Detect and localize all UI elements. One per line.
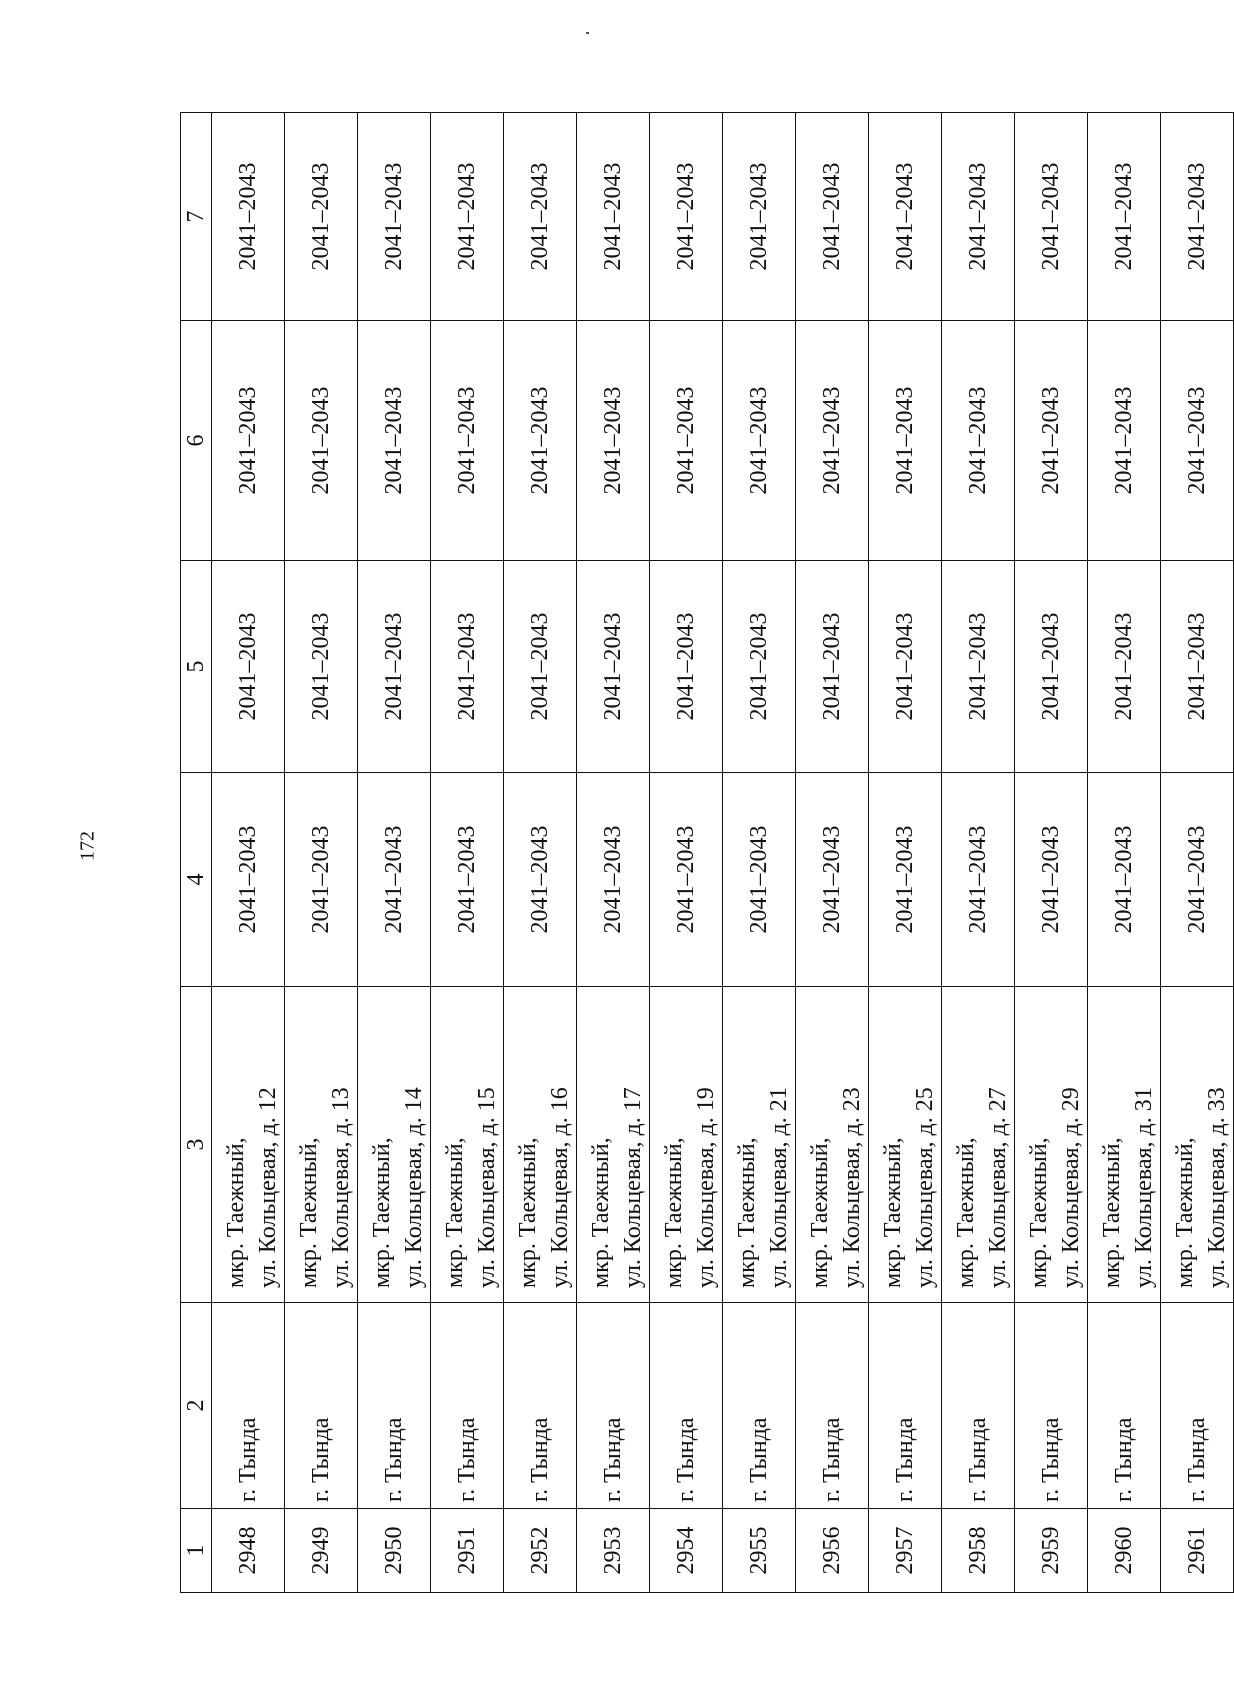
city-cell: г. Тында — [358, 1303, 431, 1509]
period-cell-col5: 2041–2043 — [358, 561, 431, 773]
period-cell-col5: 2041–2043 — [285, 561, 358, 773]
period-cell-col5: 2041–2043 — [577, 561, 650, 773]
row-number-cell: 2957 — [869, 1509, 942, 1593]
rotated-table-wrapper — [180, 113, 1230, 1593]
city-cell: г. Тында — [285, 1303, 358, 1509]
scan-speck — [586, 32, 589, 34]
city-cell: г. Тында — [1161, 1303, 1234, 1509]
city-cell: г. Тында — [942, 1303, 1015, 1509]
row-number-cell: 2954 — [650, 1509, 723, 1593]
period-cell-col6: 2041–2043 — [650, 321, 723, 561]
period-cell-col6: 2041–2043 — [285, 321, 358, 561]
period-cell-col5: 2041–2043 — [942, 561, 1015, 773]
period-cell-col4: 2041–2043 — [212, 773, 285, 987]
address-cell — [285, 987, 358, 1303]
address-line-district: мкр. Таежный, — [661, 1137, 687, 1288]
table-row — [577, 113, 650, 1593]
row-number-cell: 2955 — [723, 1509, 796, 1593]
address-cell — [431, 987, 504, 1303]
column-header: 4 — [181, 773, 212, 987]
address-line-district: мкр. Таежный, — [588, 1137, 614, 1288]
period-cell-col7: 2041–2043 — [577, 113, 650, 321]
period-cell-col4: 2041–2043 — [723, 773, 796, 987]
address-line-district: мкр. Таежный, — [807, 1137, 833, 1288]
address-cell — [1015, 987, 1088, 1303]
period-cell-col6: 2041–2043 — [723, 321, 796, 561]
row-number-cell: 2949 — [285, 1509, 358, 1593]
period-cell-col6: 2041–2043 — [504, 321, 577, 561]
row-number-cell: 2959 — [1015, 1509, 1088, 1593]
period-cell-col7: 2041–2043 — [650, 113, 723, 321]
period-cell-col5: 2041–2043 — [1088, 561, 1161, 773]
city-cell: г. Тында — [577, 1303, 650, 1509]
period-cell-col5: 2041–2043 — [869, 561, 942, 773]
period-cell-col4: 2041–2043 — [869, 773, 942, 987]
address-line-street: ул. Кольцевая, д. 27 — [985, 1087, 1011, 1288]
table-row — [212, 113, 285, 1593]
period-cell-col4: 2041–2043 — [650, 773, 723, 987]
address-cell — [796, 987, 869, 1303]
table-body — [212, 113, 1234, 1593]
address-cell — [1161, 987, 1234, 1303]
row-number-cell: 2960 — [1088, 1509, 1161, 1593]
table-row — [1088, 113, 1161, 1593]
address-line-street: ул. Кольцевая, д. 17 — [620, 1087, 646, 1288]
table-row — [942, 113, 1015, 1593]
period-cell-col7: 2041–2043 — [796, 113, 869, 321]
address-line-district: мкр. Таежный, — [1172, 1137, 1198, 1288]
column-header: 1 — [181, 1509, 212, 1593]
period-cell-col7: 2041–2043 — [1015, 113, 1088, 321]
address-line-district: мкр. Таежный, — [369, 1137, 395, 1288]
table-row — [1161, 113, 1234, 1593]
city-cell: г. Тында — [796, 1303, 869, 1509]
period-cell-col4: 2041–2043 — [1088, 773, 1161, 987]
period-cell-col5: 2041–2043 — [504, 561, 577, 773]
period-cell-col7: 2041–2043 — [504, 113, 577, 321]
period-cell-col7: 2041–2043 — [358, 113, 431, 321]
address-line-district: мкр. Таежный, — [515, 1137, 541, 1288]
row-number-cell: 2953 — [577, 1509, 650, 1593]
period-cell-col5: 2041–2043 — [431, 561, 504, 773]
address-line-street: ул. Кольцевая, д. 33 — [1204, 1087, 1230, 1288]
table-row — [285, 113, 358, 1593]
city-cell: г. Тында — [431, 1303, 504, 1509]
column-header: 5 — [181, 561, 212, 773]
column-header: 3 — [181, 987, 212, 1303]
period-cell-col6: 2041–2043 — [1088, 321, 1161, 561]
column-header: 7 — [181, 113, 212, 321]
period-cell-col4: 2041–2043 — [285, 773, 358, 987]
address-cell — [212, 987, 285, 1303]
table-row — [1015, 113, 1088, 1593]
period-cell-col7: 2041–2043 — [869, 113, 942, 321]
city-cell: г. Тында — [504, 1303, 577, 1509]
period-cell-col7: 2041–2043 — [1161, 113, 1234, 321]
period-cell-col5: 2041–2043 — [1161, 561, 1234, 773]
period-cell-col4: 2041–2043 — [796, 773, 869, 987]
city-cell: г. Тында — [650, 1303, 723, 1509]
address-line-street: ул. Кольцевая, д. 29 — [1058, 1087, 1084, 1288]
address-line-street: ул. Кольцевая, д. 25 — [912, 1087, 938, 1288]
period-cell-col7: 2041–2043 — [431, 113, 504, 321]
period-cell-col6: 2041–2043 — [942, 321, 1015, 561]
column-header: 6 — [181, 321, 212, 561]
period-cell-col6: 2041–2043 — [1015, 321, 1088, 561]
address-line-street: ул. Кольцевая, д. 21 — [766, 1087, 792, 1288]
period-cell-col7: 2041–2043 — [1088, 113, 1161, 321]
row-number-cell: 2952 — [504, 1509, 577, 1593]
address-line-street: ул. Кольцевая, д. 12 — [255, 1087, 281, 1288]
city-cell: г. Тында — [212, 1303, 285, 1509]
period-cell-col4: 2041–2043 — [1161, 773, 1234, 987]
period-cell-col6: 2041–2043 — [1161, 321, 1234, 561]
period-cell-col6: 2041–2043 — [358, 321, 431, 561]
period-cell-col6: 2041–2043 — [431, 321, 504, 561]
period-cell-col4: 2041–2043 — [431, 773, 504, 987]
city-cell: г. Тында — [723, 1303, 796, 1509]
table-row — [869, 113, 942, 1593]
table-row — [431, 113, 504, 1593]
schedule-table — [180, 112, 1234, 1593]
header-row — [181, 113, 212, 1593]
address-line-street: ул. Кольцевая, д. 16 — [547, 1087, 573, 1288]
table-row — [723, 113, 796, 1593]
period-cell-col4: 2041–2043 — [577, 773, 650, 987]
table-row — [504, 113, 577, 1593]
address-line-district: мкр. Таежный, — [442, 1137, 468, 1288]
row-number-cell: 2961 — [1161, 1509, 1234, 1593]
row-number-cell: 2958 — [942, 1509, 1015, 1593]
address-line-street: ул. Кольцевая, д. 13 — [328, 1087, 354, 1288]
address-cell — [577, 987, 650, 1303]
row-number-cell: 2956 — [796, 1509, 869, 1593]
address-cell — [723, 987, 796, 1303]
address-line-district: мкр. Таежный, — [953, 1137, 979, 1288]
period-cell-col5: 2041–2043 — [1015, 561, 1088, 773]
period-cell-col7: 2041–2043 — [212, 113, 285, 321]
address-line-street: ул. Кольцевая, д. 15 — [474, 1087, 500, 1288]
table-row — [796, 113, 869, 1593]
period-cell-col4: 2041–2043 — [1015, 773, 1088, 987]
period-cell-col7: 2041–2043 — [942, 113, 1015, 321]
page-number: 172 — [76, 831, 99, 861]
address-line-street: ул. Кольцевая, д. 31 — [1131, 1087, 1157, 1288]
address-line-district: мкр. Таежный, — [223, 1137, 249, 1288]
period-cell-col7: 2041–2043 — [285, 113, 358, 321]
table-row — [650, 113, 723, 1593]
row-number-cell: 2951 — [431, 1509, 504, 1593]
period-cell-col5: 2041–2043 — [650, 561, 723, 773]
address-cell — [869, 987, 942, 1303]
address-line-district: мкр. Таежный, — [296, 1137, 322, 1288]
address-cell — [1088, 987, 1161, 1303]
address-line-street: ул. Кольцевая, д. 19 — [693, 1087, 719, 1288]
table-row — [358, 113, 431, 1593]
period-cell-col4: 2041–2043 — [358, 773, 431, 987]
period-cell-col6: 2041–2043 — [869, 321, 942, 561]
period-cell-col6: 2041–2043 — [796, 321, 869, 561]
address-cell — [504, 987, 577, 1303]
address-cell — [942, 987, 1015, 1303]
row-number-cell: 2950 — [358, 1509, 431, 1593]
period-cell-col6: 2041–2043 — [212, 321, 285, 561]
period-cell-col6: 2041–2043 — [577, 321, 650, 561]
period-cell-col4: 2041–2043 — [504, 773, 577, 987]
period-cell-col5: 2041–2043 — [796, 561, 869, 773]
period-cell-col7: 2041–2043 — [723, 113, 796, 321]
address-line-district: мкр. Таежный, — [734, 1137, 760, 1288]
address-line-district: мкр. Таежный, — [1026, 1137, 1052, 1288]
address-cell — [358, 987, 431, 1303]
address-line-district: мкр. Таежный, — [1099, 1137, 1125, 1288]
address-line-street: ул. Кольцевая, д. 14 — [401, 1087, 427, 1288]
city-cell: г. Тында — [869, 1303, 942, 1509]
city-cell: г. Тында — [1088, 1303, 1161, 1509]
period-cell-col5: 2041–2043 — [723, 561, 796, 773]
city-cell: г. Тында — [1015, 1303, 1088, 1509]
period-cell-col5: 2041–2043 — [212, 561, 285, 773]
column-header: 2 — [181, 1303, 212, 1509]
address-cell — [650, 987, 723, 1303]
row-number-cell: 2948 — [212, 1509, 285, 1593]
address-line-street: ул. Кольцевая, д. 23 — [839, 1087, 865, 1288]
period-cell-col4: 2041–2043 — [942, 773, 1015, 987]
address-line-district: мкр. Таежный, — [880, 1137, 906, 1288]
